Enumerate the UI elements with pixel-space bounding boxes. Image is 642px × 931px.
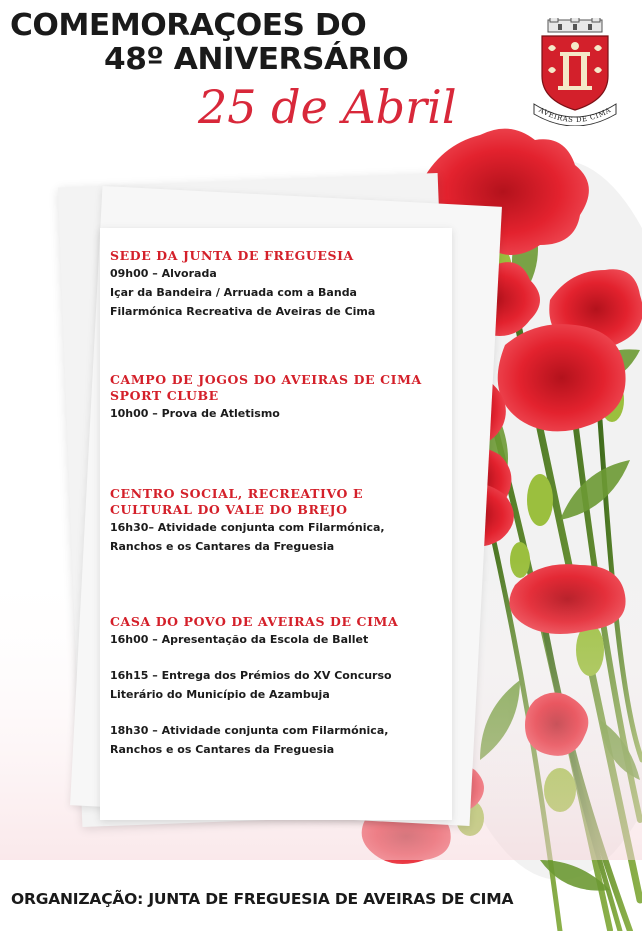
line-spacer — [110, 704, 455, 721]
organizer-footer: ORGANIZAÇÃO: JUNTA DE FREGUESIA DE AVEIRAS DE CIMA — [11, 890, 514, 908]
venue-title: CASA DO POVO DE AVEIRAS DE CIMA — [110, 614, 399, 629]
title-line-1: COMEMORAÇOES DO — [10, 8, 367, 43]
line-spacer — [110, 649, 455, 666]
schedule-line: Içar da Bandeira / Arruada com a Banda — [110, 286, 357, 299]
schedule-line: Literário do Município de Azambuja — [110, 688, 330, 701]
venue-title: CAMPO DE JOGOS DO AVEIRAS DE CIMA SPORT CLUBE — [110, 372, 422, 403]
schedule-line: 16h30– Atividade conjunta com Filarmónica, — [110, 521, 385, 534]
venue-title: SEDE DA JUNTA DE FREGUESIA — [110, 248, 354, 263]
program-section-4 — [110, 614, 455, 759]
schedule-line: 16h00 – Apresentação da Escola de Ballet — [110, 633, 369, 646]
program-section-3 — [110, 486, 385, 556]
schedule-line: 18h30 – Atividade conjunta com Filarmónica, — [110, 724, 389, 737]
schedule-line: 10h00 – Prova de Atletismo — [110, 407, 280, 420]
date-subtitle: 25 de Abril — [198, 80, 457, 134]
schedule-line: 09h00 – Alvorada — [110, 267, 217, 280]
schedule-line: Filarmónica Recreativa de Aveiras de Cima — [110, 305, 376, 318]
program-section-1 — [110, 248, 455, 321]
schedule-line: Ranchos e os Cantares da Freguesia — [110, 540, 335, 553]
parish-coat-of-arms-icon — [530, 18, 620, 126]
title-line-2: 48º ANIVERSÁRIO — [104, 42, 409, 77]
schedule-line: Ranchos e os Cantares da Freguesia — [110, 743, 335, 756]
schedule-line: 16h15 – Entrega dos Prémios do XV Concurso — [110, 669, 392, 682]
program-section-2 — [110, 372, 455, 423]
crest-ribbon-text: AVEIRAS DE CIMA — [537, 105, 613, 125]
venue-title: CENTRO SOCIAL, RECREATIVO E CULTURAL DO VALE DO BREJO — [110, 486, 364, 517]
